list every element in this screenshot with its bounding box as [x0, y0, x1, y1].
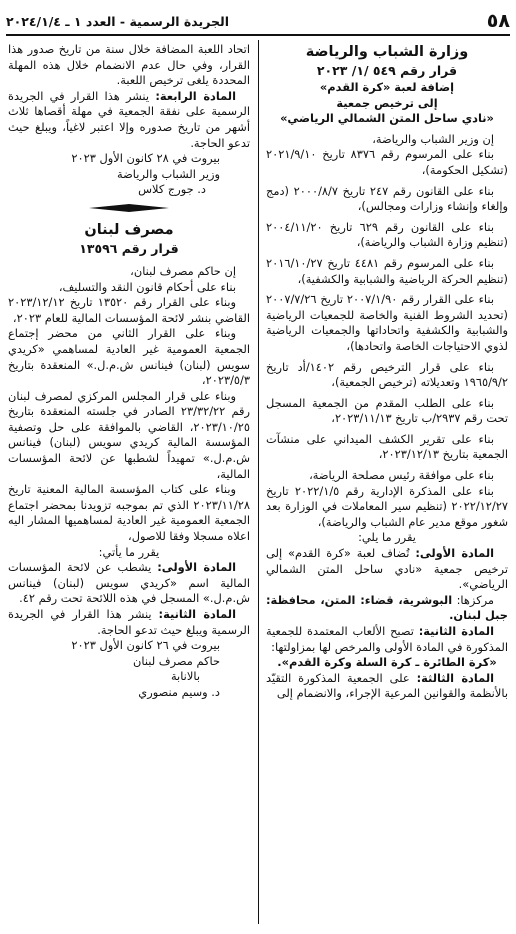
- signatory-role-acting: بالانابة: [170, 669, 200, 684]
- signatory-name: د. جورج كلاس: [138, 182, 206, 197]
- article-label: المادة الثانية:: [418, 624, 494, 638]
- decides-heading: يقرر ما يأتي:: [98, 544, 160, 559]
- column-divider: [258, 40, 259, 924]
- preamble-item: بناء على قرار الترخيص رقم ١٤٠٢/أد تاريخ ١٩٦٥/٩/٢ وتعديلاته (ترخيص الجمعية)،: [266, 359, 508, 390]
- article-4: [8, 89, 250, 151]
- article-text: على الجمعية المذكورة التقيّد بالأنظمة والقوانين المرعية الإجراء، والانضمام إلى: [266, 670, 508, 701]
- gazette-title: الجريدة الرسمية - العدد ١ ـ ٢٠٢٤/١/٤: [6, 13, 229, 29]
- ministry-decision-column: [266, 42, 508, 702]
- bank-article-2: [8, 607, 250, 638]
- signatory-role: حاكم مصرف لبنان: [132, 653, 220, 668]
- preamble-governor: إن حاكم مصرف لبنان،: [130, 263, 236, 278]
- preamble-item: بناء على المذكرة الإدارية رقم ٢٠٢٢/١/٥ تاريخ ٢٠٢٢/١٢/٢٧ (تنظيم سير المعاملات في الوزارة بعد شغور موقع مدير عام الشباب والرياضة)،: [266, 483, 508, 529]
- article-text: تصبح الألعاب المعتمدة للجمعية المذكورة في المادة الأولى والمرخص لها بمزاولتها:: [266, 624, 508, 654]
- signature-place-date: بيروت في ٢٨ كانون الأول ٢٠٢٣: [71, 151, 220, 166]
- preamble-item: بناء على القانون رقم ٦٢٩ تاريخ ٢٠٠٤/١١/٢٠ (تنظيم وزارة الشباب والرياضة)،: [266, 219, 508, 250]
- preamble-item: وبناء على القرار رقم ١٣٥٢٠ تاريخ ٢٠٢٣/١٢/١٢ القاضي بنشر لائحة المؤسسات المالية للعام ٢٠٢٣،: [8, 295, 250, 325]
- preamble-item: وبناء على كتاب المؤسسة المالية المعنية تاريخ ٢٠٢٣/١١/٢٨ الذي تم بموجبه تزويدنا بمحضر اجتماع الجمعية العمومية غير العادية لمساهميها المشار اليه اعلاه مسجلا وفقا للاصول،: [8, 482, 250, 544]
- bank-title: مصرف لبنان: [84, 221, 174, 238]
- article-label: المادة الثالثة:: [416, 670, 494, 685]
- preamble-item: بناء على القانون رقم ٢٤٧ تاريخ ٢٠٠٠/٨/٧ (دمج وإلغاء وإنشاء وزارات ومجالس)،: [266, 183, 508, 214]
- hq-label: مركزها:: [456, 592, 495, 607]
- preamble-item: بناء على المرسوم رقم ٨٣٧٦ تاريخ ٢٠٢١/٩/١٠ (تشكيل الحكومة)،: [266, 147, 508, 177]
- article-text: تُضاف لعبة «كرة القدم» إلى ترخيص جمعية «نادي ساحل المتن الشمالي الرياضي».: [266, 546, 508, 592]
- decision-number: قرار رقم ١٣٥٩٦: [79, 240, 179, 256]
- preamble-item: بناء على الطلب المقدم من الجمعية المسجل تحت رقم ٢٩٣٧/ب تاريخ ٢٠٢٣/١١/١٣،: [266, 395, 508, 426]
- article-3: [266, 671, 508, 702]
- association-hq: [266, 593, 508, 624]
- bank-decision-column: [8, 42, 250, 701]
- article-label: المادة الأولى:: [415, 546, 495, 561]
- decision-subject-2: إلى ترخيص جمعية: [336, 95, 438, 110]
- decision-number: قرار رقم ٥٤٩ /١/ ٢٠٢٣: [316, 63, 458, 78]
- decides-heading: يقرر ما يلي:: [358, 530, 416, 545]
- section-divider: [8, 204, 250, 212]
- page-header: [6, 8, 510, 36]
- hq-text: البوشرية، قضاء: المتن، محافظة: جبل لبنان.: [266, 592, 508, 623]
- preamble-item: بناء على أحكام قانون النقد والتسليف،: [58, 279, 236, 294]
- article-label: المادة الأولى:: [157, 560, 237, 575]
- preamble-item: بناء على موافقة رئيس مصلحة الرياضة،: [309, 468, 494, 483]
- article-label: المادة الثانية:: [158, 607, 236, 621]
- article-text: ينشر هذا القرار في الجريدة الرسمية ويبلغ حيث تدعو الحاجة.: [8, 607, 250, 637]
- approved-games: «كرة الطائرة ـ كرة السلة وكرة القدم».: [277, 655, 497, 670]
- article-label: المادة الرابعة:: [155, 88, 236, 103]
- page-number: ٥٨: [486, 10, 510, 32]
- ministry-title: وزارة الشباب والرياضة: [305, 44, 469, 60]
- preamble-item: بناء على تقرير الكشف الميداني على منشآت الجمعية بتاريخ ٢٠٢٣/١٢/١٣،: [266, 431, 508, 462]
- article-text: ينشر هذا القرار في الجريدة الرسمية على نفقة الجمعية في مهلة أقصاها ثلاث أشهر من تاريخ صدوره وإلا اعتبر لاغياً، ويبلغ حيث تدعو الحاجة.: [8, 88, 250, 150]
- article-3-continued: اتحاد اللعبة المضافة خلال سنة من تاريخ صدور هذا القرار، وفي حال عدم الانضمام خلال هذه المهلة المحددة يلغى ترخيص اللعبة.: [8, 42, 250, 88]
- signatory-role: وزير الشباب والرياضة: [117, 166, 220, 181]
- preamble-item: بناء على المرسوم رقم ٤٤٨١ تاريخ ٢٠١٦/١٠/٢٧ (تنظيم الحركة الرياضية والشبابية والكشفية)،: [266, 255, 508, 286]
- decision-subject: إضافة لعبة «كرة القدم»: [319, 80, 455, 94]
- preamble-item: وبناء على قرار المجلس المركزي لمصرف لبنان رقم ٢٣/٣٢/٢٢ الصادر في جلسته المنعقدة بتاريخ ٢٠٢٣/١٠/٢٥، القاضي بالموافقة على حل وتصفية المؤسسة المالية كريدي سويس (لبنان) فينانس ش.م.ل.» تمهيداً لشطبها عن لائحة المؤسسات المالية،: [8, 388, 250, 481]
- preamble-item: وبناء على القرار الثاني من محضر إجتماع الجمعية العمومية غير العادية لمساهمي «كريدي سويس (لبنان) فينانس ش.م.ل.» المنعقدة بتاريخ ٢٠٢٣/٥/٣،: [8, 326, 250, 388]
- preamble-item: بناء على القرار رقم ٢٠٠٧/١/٩٠ تاريخ ٢٠٠٧/٧/٢٦ (تحديد الشروط الفنية والخاصة للجمعيات الرياضية والشبابية والكشفية واتحاداتها والجمعيات الرياضية لذوي الاحتياجات الخاصة واتحادها)،: [266, 292, 508, 353]
- signatory-name: د. وسيم منصوري: [138, 684, 220, 699]
- article-text: يشطب عن لائحة المؤسسات المالية اسم «كريدي سويس (لبنان) فينانس ش.م.ل.» المسجل في هذه اللائحة تحت رقم ٤٢.: [8, 560, 250, 606]
- association-name: «نادي ساحل المتن الشمالي الرياضي»: [280, 111, 494, 126]
- article-2: [266, 624, 508, 655]
- signature-place-date: بيروت في ٢٦ كانون الأول ٢٠٢٣: [71, 638, 220, 653]
- bank-article-1: [8, 560, 250, 607]
- preamble-minister: إن وزير الشباب والرياضة،: [372, 131, 494, 146]
- article-1: [266, 546, 508, 593]
